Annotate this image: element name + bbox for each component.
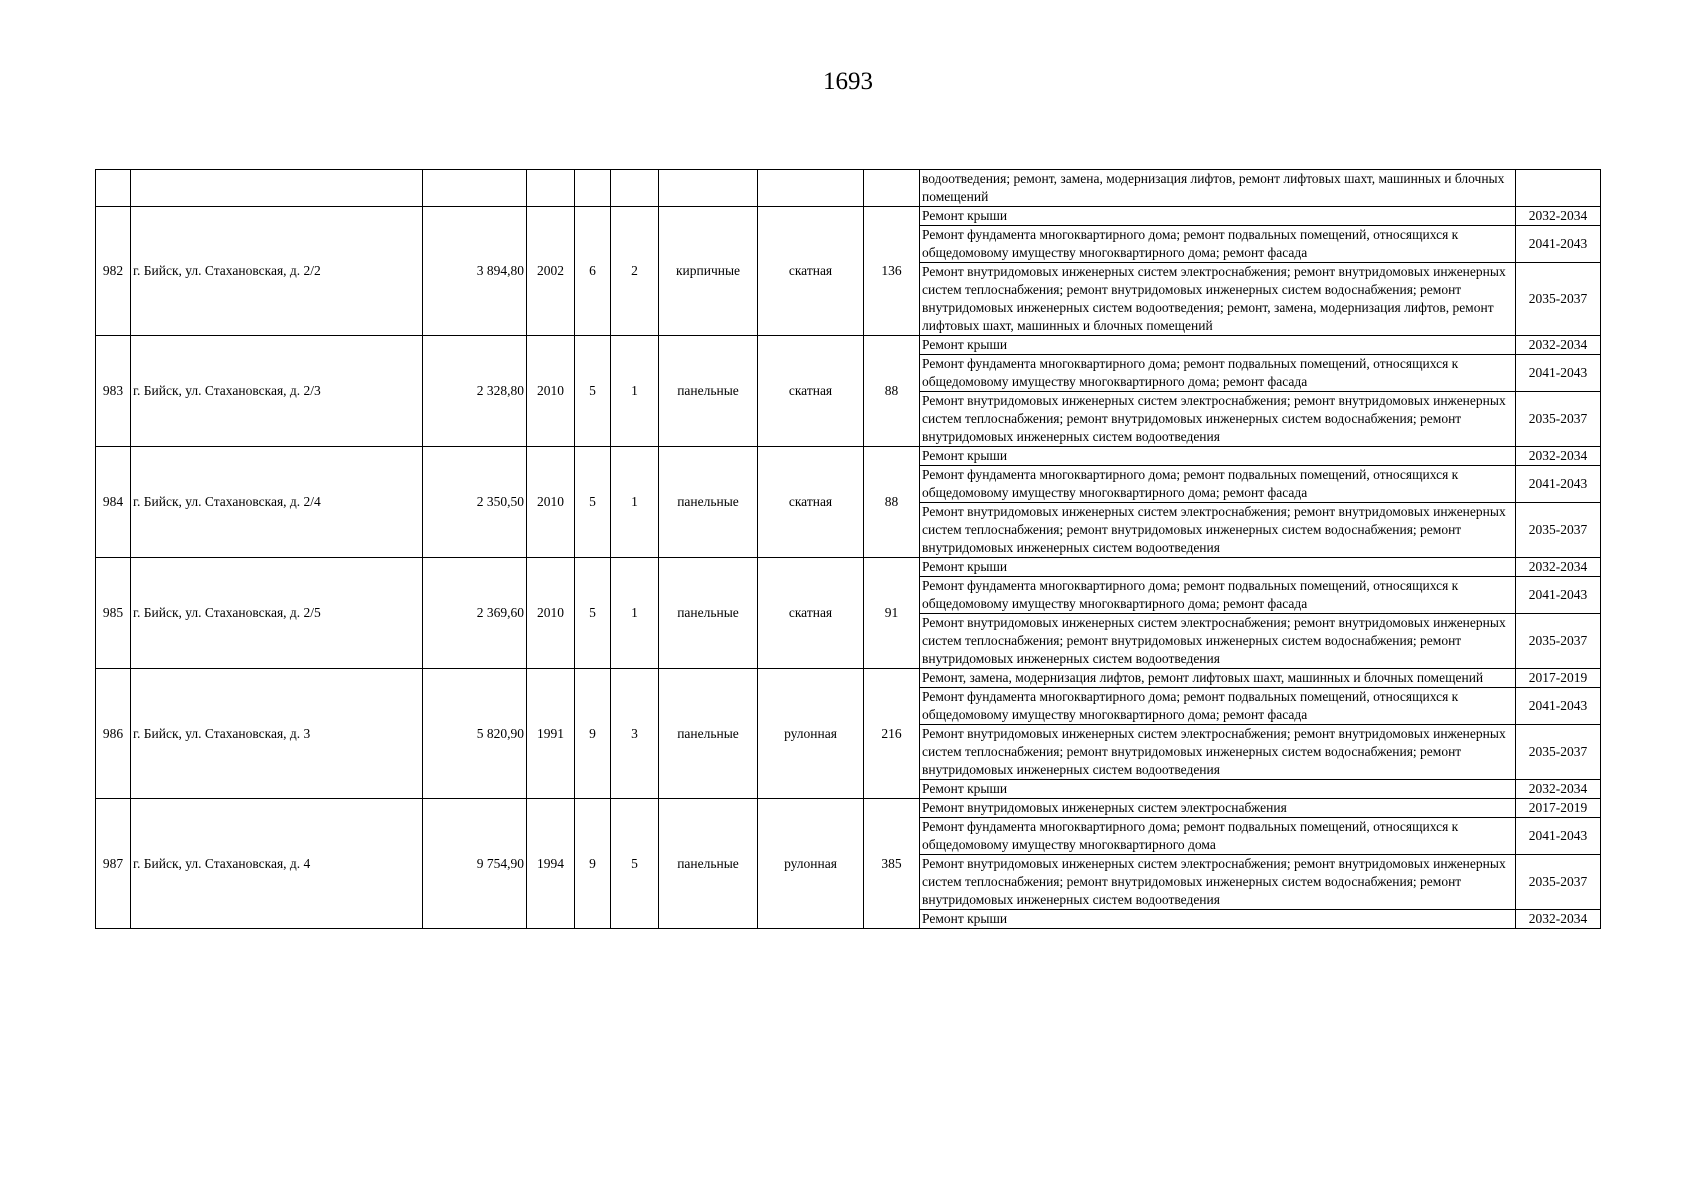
building-floors: 6 — [575, 207, 611, 336]
building-entrances: 1 — [611, 558, 659, 669]
building-floors: 9 — [575, 669, 611, 799]
work-description: Ремонт крыши — [920, 336, 1516, 355]
work-period: 2032-2034 — [1516, 207, 1601, 226]
building-floors: 5 — [575, 558, 611, 669]
work-period: 2041-2043 — [1516, 688, 1601, 725]
cell-empty — [96, 170, 131, 207]
work-period: 2032-2034 — [1516, 336, 1601, 355]
work-period: 2041-2043 — [1516, 355, 1601, 392]
building-residents: 88 — [864, 336, 920, 447]
work-period — [1516, 170, 1601, 207]
building-residents: 136 — [864, 207, 920, 336]
work-period: 2032-2034 — [1516, 447, 1601, 466]
work-period: 2017-2019 — [1516, 799, 1601, 818]
building-address: г. Бийск, ул. Стахановская, д. 2/5 — [131, 558, 423, 669]
work-period: 2035-2037 — [1516, 725, 1601, 780]
building-floors: 5 — [575, 336, 611, 447]
table-row — [96, 799, 1601, 818]
work-period: 2032-2034 — [1516, 558, 1601, 577]
building-address: г. Бийск, ул. Стахановская, д. 2/4 — [131, 447, 423, 558]
building-address: г. Бийск, ул. Стахановская, д. 2/3 — [131, 336, 423, 447]
building-number: 986 — [96, 669, 131, 799]
work-period: 2035-2037 — [1516, 503, 1601, 558]
repair-program-table — [95, 169, 1601, 929]
table-body — [96, 170, 1601, 929]
building-entrances: 5 — [611, 799, 659, 929]
work-period: 2041-2043 — [1516, 818, 1601, 855]
cell-empty — [527, 170, 575, 207]
work-period: 2035-2037 — [1516, 855, 1601, 910]
work-description: Ремонт крыши — [920, 910, 1516, 929]
building-floors: 9 — [575, 799, 611, 929]
work-period: 2032-2034 — [1516, 780, 1601, 799]
cell-empty — [575, 170, 611, 207]
building-area: 9 754,90 — [423, 799, 527, 929]
work-description: водоотведения; ремонт, замена, модернизация лифтов, ремонт лифтовых шахт, машинных и блочных помещений — [920, 170, 1516, 207]
work-description: Ремонт крыши — [920, 780, 1516, 799]
building-number: 983 — [96, 336, 131, 447]
building-year: 2010 — [527, 336, 575, 447]
building-address: г. Бийск, ул. Стахановская, д. 3 — [131, 669, 423, 799]
cell-empty — [864, 170, 920, 207]
building-roof: скатная — [758, 207, 864, 336]
building-walls: панельные — [659, 336, 758, 447]
cell-empty — [423, 170, 527, 207]
building-year: 2010 — [527, 558, 575, 669]
cell-empty — [758, 170, 864, 207]
building-entrances: 1 — [611, 336, 659, 447]
building-area: 2 350,50 — [423, 447, 527, 558]
building-roof: рулонная — [758, 799, 864, 929]
table-row — [96, 207, 1601, 226]
building-roof: скатная — [758, 447, 864, 558]
building-area: 5 820,90 — [423, 669, 527, 799]
building-residents: 91 — [864, 558, 920, 669]
work-period: 2017-2019 — [1516, 669, 1601, 688]
building-area: 2 369,60 — [423, 558, 527, 669]
building-walls: панельные — [659, 447, 758, 558]
work-description: Ремонт внутридомовых инженерных систем электроснабжения; ремонт внутридомовых инженерных систем теплоснабжения; ремонт внутридомовых инженерных систем водоснабжения; ремонт внутридомовых инженерных систем водоотведения — [920, 503, 1516, 558]
building-address: г. Бийск, ул. Стахановская, д. 4 — [131, 799, 423, 929]
work-description: Ремонт внутридомовых инженерных систем электроснабжения; ремонт внутридомовых инженерных систем теплоснабжения; ремонт внутридомовых инженерных систем водоснабжения; ремонт внутридомовых инженерных систем водоотведения — [920, 614, 1516, 669]
building-area: 2 328,80 — [423, 336, 527, 447]
work-description: Ремонт фундамента многоквартирного дома; ремонт подвальных помещений, относящихся к общедомовому имуществу многоквартирного дома; ремонт фасада — [920, 577, 1516, 614]
building-year: 1991 — [527, 669, 575, 799]
work-description: Ремонт фундамента многоквартирного дома; ремонт подвальных помещений, относящихся к общедомовому имуществу многоквартирного дома; ремонт фасада — [920, 688, 1516, 725]
building-residents: 385 — [864, 799, 920, 929]
building-walls: панельные — [659, 669, 758, 799]
work-description: Ремонт крыши — [920, 447, 1516, 466]
work-period: 2035-2037 — [1516, 614, 1601, 669]
building-year: 2010 — [527, 447, 575, 558]
building-walls: панельные — [659, 558, 758, 669]
work-period: 2035-2037 — [1516, 392, 1601, 447]
work-description: Ремонт внутридомовых инженерных систем электроснабжения — [920, 799, 1516, 818]
building-floors: 5 — [575, 447, 611, 558]
building-number: 985 — [96, 558, 131, 669]
work-description: Ремонт фундамента многоквартирного дома; ремонт подвальных помещений, относящихся к общедомовому имуществу многоквартирного дома; ремонт фасада — [920, 355, 1516, 392]
work-period: 2041-2043 — [1516, 466, 1601, 503]
work-description: Ремонт внутридомовых инженерных систем электроснабжения; ремонт внутридомовых инженерных систем теплоснабжения; ремонт внутридомовых инженерных систем водоснабжения; ремонт внутридомовых инженерных систем водоотведения — [920, 392, 1516, 447]
building-roof: рулонная — [758, 669, 864, 799]
work-description: Ремонт фундамента многоквартирного дома; ремонт подвальных помещений, относящихся к общедомовому имуществу многоквартирного дома; ремонт фасада — [920, 226, 1516, 263]
building-residents: 88 — [864, 447, 920, 558]
work-description: Ремонт, замена, модернизация лифтов, ремонт лифтовых шахт, машинных и блочных помещений — [920, 669, 1516, 688]
building-walls: панельные — [659, 799, 758, 929]
work-period: 2035-2037 — [1516, 263, 1601, 336]
table-row — [96, 336, 1601, 355]
cell-empty — [131, 170, 423, 207]
building-number: 982 — [96, 207, 131, 336]
building-year: 2002 — [527, 207, 575, 336]
table-row — [96, 558, 1601, 577]
page-number: 1693 — [823, 68, 873, 95]
work-period: 2041-2043 — [1516, 577, 1601, 614]
cell-empty — [611, 170, 659, 207]
work-description: Ремонт внутридомовых инженерных систем электроснабжения; ремонт внутридомовых инженерных систем теплоснабжения; ремонт внутридомовых инженерных систем водоснабжения; ремонт внутридомовых инженерных систем водоотведения — [920, 855, 1516, 910]
building-number: 984 — [96, 447, 131, 558]
building-number: 987 — [96, 799, 131, 929]
building-entrances: 3 — [611, 669, 659, 799]
building-address: г. Бийск, ул. Стахановская, д. 2/2 — [131, 207, 423, 336]
building-residents: 216 — [864, 669, 920, 799]
work-description: Ремонт внутридомовых инженерных систем электроснабжения; ремонт внутридомовых инженерных систем теплоснабжения; ремонт внутридомовых инженерных систем водоснабжения; ремонт внутридомовых инженерных систем водоотведения; ремонт, замена, модернизация лифтов, ремонт лифтовых шахт, машинных и блочных помещений — [920, 263, 1516, 336]
work-description: Ремонт внутридомовых инженерных систем электроснабжения; ремонт внутридомовых инженерных систем теплоснабжения; ремонт внутридомовых инженерных систем водоснабжения; ремонт внутридомовых инженерных систем водоотведения — [920, 725, 1516, 780]
work-period: 2032-2034 — [1516, 910, 1601, 929]
work-description: Ремонт фундамента многоквартирного дома; ремонт подвальных помещений, относящихся к общедомовому имуществу многоквартирного дома — [920, 818, 1516, 855]
work-description: Ремонт крыши — [920, 558, 1516, 577]
work-description: Ремонт крыши — [920, 207, 1516, 226]
building-entrances: 2 — [611, 207, 659, 336]
work-description: Ремонт фундамента многоквартирного дома; ремонт подвальных помещений, относящихся к общедомовому имуществу многоквартирного дома; ремонт фасада — [920, 466, 1516, 503]
building-entrances: 1 — [611, 447, 659, 558]
table-row — [96, 447, 1601, 466]
building-roof: скатная — [758, 558, 864, 669]
building-walls: кирпичные — [659, 207, 758, 336]
cell-empty — [659, 170, 758, 207]
table-row — [96, 669, 1601, 688]
work-period: 2041-2043 — [1516, 226, 1601, 263]
continuation-row — [96, 170, 1601, 207]
building-roof: скатная — [758, 336, 864, 447]
building-year: 1994 — [527, 799, 575, 929]
building-area: 3 894,80 — [423, 207, 527, 336]
